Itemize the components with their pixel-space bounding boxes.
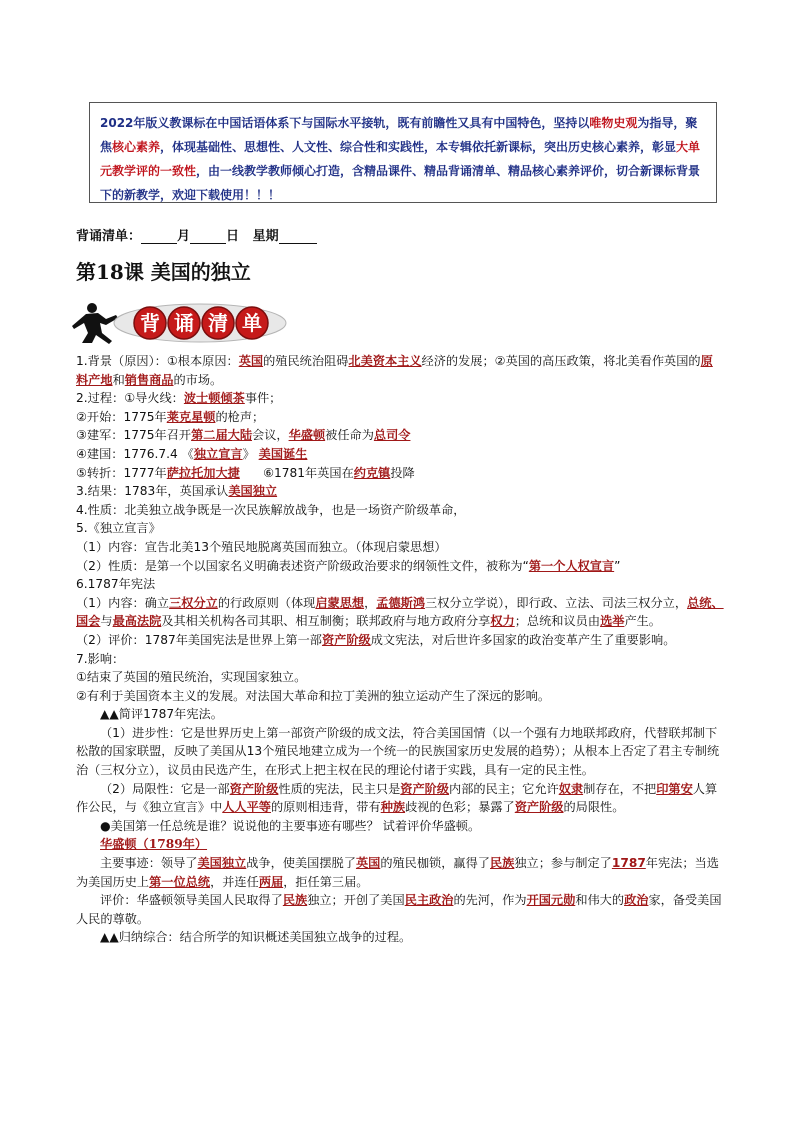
keyword: 第二届大陆 [191, 428, 253, 443]
keyword: 权力 [490, 614, 515, 629]
washington-heading: 华盛顿（1789年） [100, 837, 208, 852]
washington-evaluation: 评价：华盛顿领导美国人民取得了民族独立；开创了美国民主政治的先河，作为开国元勋和伟大的政治家，备受美国人民的尊敬。 [76, 893, 722, 926]
background-item: 1.背景（原因）：①根本原因：英国的殖民统治阻碍北美资本主义经济的发展；②英国的高压政策，将北美看作英国的原料产地和销售商品的市场。 [76, 354, 713, 387]
keyword: 波士顿倾茶 [183, 391, 245, 406]
keyword: 启蒙思想 [315, 595, 365, 610]
result-item: 3.结果：1783年，英国承认美国独立 [76, 484, 278, 499]
keyword: 英国 [238, 354, 264, 368]
keyword: 莱克星顿 [166, 409, 216, 424]
progressiveness-paragraph: （1）进步性：它是世界历史上第一部资产阶级的成文法，符合美国国情（以一个强有力地联邦政府，代替联邦制下松散的国家联盟，反映了美国从13个殖民地建立成为一个统一的民族国家历史发展的趋势）；从根本上否定了君主专制统治（三权分立），议员由民选产生，在形式上把主权在民的理论付诸于实践，具有一定的民主性。 [76, 725, 720, 778]
process-item: ②开始：1775年莱克星顿的枪声； [76, 409, 265, 424]
keyword: 奴隶 [558, 781, 584, 796]
keyword: 1787 [611, 856, 646, 871]
intro-notice-box [89, 102, 717, 203]
limitation-paragraph: （2）局限性：它是一部资产阶级性质的宪法，民主只是资产阶级内部的民主；它允许奴隶制存在，不把印第安人算作公民，与《独立宣言》中人人平等的原则相违背，带有种族歧视的色彩；暴露了资产阶级的局限性。 [76, 781, 718, 815]
keyword: 独立宣言 [193, 446, 243, 461]
constitution-evaluation: （2）评价：1787年美国宪法是世界上第一部资产阶级成文宪法，对后世许多国家的政治变革产生了重要影响。 [76, 632, 676, 647]
notice-text: 2022年版义教课标在中国话语体系下与国际水平接轨，既有前瞻性又具有中国特色，坚持以 [100, 116, 590, 130]
week-label: 星期 [252, 229, 279, 244]
martial-artist-icon [72, 303, 118, 344]
notice-highlight: 大单元教学评的一致性 [100, 140, 701, 178]
keyword: 两届 [258, 874, 284, 889]
keyword: 北美资本主义 [348, 354, 422, 368]
process-item: ⑤转折：1777年萨拉托加大捷 ⑥1781年英国在约克镇投降 [76, 465, 415, 480]
keyword: 萨拉托加大捷 [166, 465, 240, 480]
constitution-content: （1）内容：确立三权分立的行政原则（体现启蒙思想，孟德斯鸿三权分立学说），即行政、立法、司法三权分立，总统、国会与最高法院及其相关机构各司其职、相互制衡；联邦政府与地方政府分享权力；总统和议员由选举产生。 [76, 595, 724, 629]
washington-deeds: 主要事迹：领导了美国独立战争，使美国摆脱了英国的殖民枷锁，赢得了民族独立；参与制定了1787年宪法；当选为美国历史上第一位总统，并连任两届，拒任第三届。 [76, 856, 719, 889]
keyword: 最高法院 [112, 614, 162, 629]
keyword: 资产阶级 [514, 800, 564, 815]
impact-heading: 7.影响： [76, 651, 125, 666]
impact-item: ①结束了英国的殖民统治，实现国家独立。 [76, 670, 307, 685]
recite-label: 背诵清单： [76, 229, 142, 244]
keyword: 民主政治 [404, 893, 454, 908]
keyword: 资产阶级 [321, 632, 371, 647]
recite-date-line [76, 225, 317, 244]
keyword: 第一位总统 [149, 874, 211, 889]
keyword: 印第安 [656, 781, 693, 796]
banner-char: 清 [208, 311, 228, 335]
banner-char: 诵 [174, 311, 194, 335]
summary-question: ▲▲归纳综合：结合所学的知识概述美国独立战争的过程。 [100, 930, 412, 945]
process-item: ③建军：1775年召开第二届大陆会议，华盛顿被任命为总司令 [76, 428, 411, 443]
recite-banner [72, 299, 288, 345]
notice-text: ，体现基础性、思想性、人文性、综合性和实践性，本专辑依托新课标，突出历史核心素养，彰显 [160, 140, 677, 154]
keyword: 总司令 [373, 428, 411, 443]
keyword: 美国独立 [228, 484, 278, 499]
keyword: 选举 [600, 614, 625, 629]
keyword: 英国 [355, 856, 381, 871]
keyword: 原料产地 [76, 354, 713, 387]
keyword: 政治 [624, 893, 649, 908]
impact-item: ②有利于美国资本主义的发展。对法国大革命和拉丁美洲的独立运动产生了深远的影响。 [76, 688, 551, 703]
day-label: 日 [226, 229, 240, 244]
month-label: 月 [177, 229, 191, 244]
week-blank[interactable] [279, 229, 317, 244]
keyword: 民族 [282, 893, 308, 908]
keyword: 销售商品 [124, 372, 174, 387]
process-item: 2.过程：①导火线：波士顿倾茶事件； [76, 391, 282, 406]
declaration-nature: （2）性质：是第一个以国家名义明确表述资产阶级政治要求的纲领性文件，被称为“第一个人权宣言” [76, 558, 621, 573]
lesson-title: 第18课 美国的独立 [76, 260, 251, 284]
keyword: 开国元勋 [526, 893, 576, 908]
day-blank[interactable] [190, 229, 226, 244]
process-item: ④建国：1776.7.4 《独立宣言》 美国诞生 [76, 446, 308, 461]
keyword: 第一个人权宣言 [528, 558, 615, 573]
keyword: 美国诞生 [258, 446, 308, 461]
banner-char: 单 [242, 311, 262, 335]
notice-highlight: 唯物史观 [589, 116, 638, 130]
keyword: 民族 [490, 856, 515, 871]
keyword: 资产阶级 [400, 781, 450, 796]
notice-text: ，由一线教学教师倾心打造，含精品课件、精品背诵清单、精品核心素养评价，切合新课标背景下的新教学，欢迎下载使用！！！ [100, 164, 701, 202]
banner-char: 背 [140, 311, 160, 335]
keyword: 华盛顿 [288, 428, 326, 443]
declaration-heading: 5.《独立宣言》 [76, 521, 161, 536]
constitution-heading: 6.1787年宪法 [76, 577, 156, 592]
question-item: ●美国第一任总统是谁？说说他的主要事迹有哪些？ 试着评价华盛顿。 [100, 818, 481, 833]
keyword: 人人平等 [222, 800, 271, 815]
keyword: 三权分立 [169, 595, 218, 610]
keyword: 资产阶级 [229, 781, 279, 796]
keyword: 孟德斯鸿 [376, 595, 426, 610]
month-blank[interactable] [141, 229, 177, 244]
declaration-content: （1）内容：宣告北美13个殖民地脱离英国而独立。（体现启蒙思想） [76, 539, 447, 554]
notice-text: 为指导，聚焦 [100, 116, 698, 154]
nature-item: 4.性质：北美独立战争既是一次民族解放战争，也是一场资产阶级革命， [76, 502, 466, 517]
keyword: 约克镇 [353, 465, 391, 480]
recite-content [76, 352, 724, 947]
keyword: 总统、国会 [76, 595, 724, 629]
review-heading: ▲▲简评1787年宪法。 [100, 707, 223, 722]
notice-highlight: 核心素养 [112, 140, 161, 154]
keyword: 美国独立 [197, 856, 247, 871]
keyword: 种族 [380, 800, 406, 815]
